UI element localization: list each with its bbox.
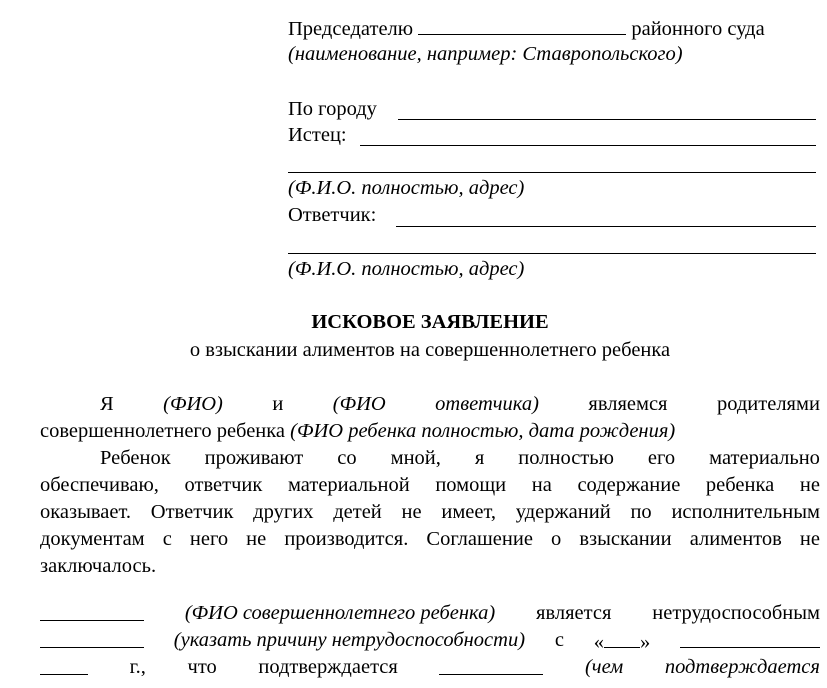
p1-line2-italic: (ФИО ребенка полностью, дата рождения) bbox=[290, 420, 676, 442]
plaintiff-label: Истец: bbox=[288, 124, 347, 146]
word: ответчика) bbox=[435, 393, 539, 415]
word: я bbox=[474, 447, 485, 469]
defendant-line bbox=[288, 202, 376, 229]
word: Соглашение bbox=[426, 528, 533, 550]
word: и bbox=[272, 393, 284, 415]
word: обеспечиваю, bbox=[40, 474, 159, 496]
word: материальной bbox=[287, 474, 410, 496]
word: других bbox=[253, 501, 314, 523]
word: взыскании bbox=[579, 528, 672, 550]
chairman-prefix: Председателю bbox=[288, 18, 414, 40]
word: детей bbox=[333, 501, 382, 523]
plaintiff-blank-1 bbox=[360, 145, 816, 146]
word: (ФИО bbox=[332, 393, 386, 415]
word: не bbox=[799, 528, 820, 550]
plaintiff-hint: (Ф.И.О. полностью, адрес) bbox=[288, 177, 525, 199]
chairman-line bbox=[288, 14, 765, 43]
quote-close: » bbox=[639, 631, 651, 653]
word: г., bbox=[129, 656, 146, 678]
word: нетрудоспособным bbox=[652, 602, 820, 624]
city-blank bbox=[398, 119, 816, 120]
p1-line2 bbox=[40, 418, 675, 445]
plaintiff-blank-2 bbox=[288, 172, 816, 173]
word: с bbox=[554, 629, 564, 651]
word: Ребенок bbox=[100, 447, 171, 469]
word: со bbox=[337, 447, 357, 469]
p3-line1 bbox=[40, 600, 820, 627]
word: не bbox=[246, 528, 267, 550]
word: не bbox=[401, 501, 422, 523]
word: на bbox=[531, 474, 552, 496]
word: (чем bbox=[584, 656, 624, 678]
word: что bbox=[187, 656, 217, 678]
plaintiff-line bbox=[288, 122, 347, 149]
p2-line3 bbox=[40, 499, 820, 526]
word: алиментов bbox=[689, 528, 782, 550]
word: удержаний bbox=[515, 501, 611, 523]
p1-line2-plain: совершеннолетнего ребенка bbox=[40, 420, 291, 442]
word: ответчик bbox=[184, 474, 263, 496]
word: исполнительным bbox=[671, 501, 820, 523]
p3-reason-hint: (указать причину нетрудоспособности) bbox=[173, 629, 526, 651]
city-label: По городу bbox=[288, 98, 377, 120]
year-blank bbox=[40, 654, 88, 675]
word: (ФИО) bbox=[163, 393, 223, 415]
city-line bbox=[288, 96, 377, 123]
word: подтверждается bbox=[258, 656, 398, 678]
word: Ответчик bbox=[150, 501, 234, 523]
word: оказывает. bbox=[40, 501, 132, 523]
word: него bbox=[189, 528, 229, 550]
day-blank bbox=[604, 627, 640, 648]
word: подтверждается bbox=[664, 656, 820, 678]
word: содержание bbox=[577, 474, 681, 496]
word: являемся bbox=[588, 393, 668, 415]
p2-line4 bbox=[40, 526, 820, 553]
defendant-hint: (Ф.И.О. полностью, адрес) bbox=[288, 258, 525, 280]
word: о bbox=[551, 528, 562, 550]
document-title: ИСКОВОЕ ЗАЯВЛЕНИЕ bbox=[311, 311, 549, 333]
word: документам bbox=[40, 528, 145, 550]
month-blank bbox=[680, 627, 820, 648]
word: проживают bbox=[204, 447, 304, 469]
word: его bbox=[647, 447, 676, 469]
blank-underline bbox=[439, 654, 543, 675]
p3-line2 bbox=[40, 627, 820, 656]
word: родителями bbox=[716, 393, 820, 415]
word: по bbox=[630, 501, 652, 523]
word: материально bbox=[709, 447, 820, 469]
defendant-blank-2 bbox=[288, 253, 816, 254]
p2-line1 bbox=[100, 445, 820, 472]
court-hint: (наименование, например: Ставропольского) bbox=[288, 43, 683, 65]
defendant-blank-1 bbox=[396, 226, 816, 227]
p3-line3 bbox=[40, 654, 820, 681]
word: помощи bbox=[435, 474, 507, 496]
p1-line1 bbox=[100, 391, 820, 418]
blank-underline bbox=[40, 627, 144, 648]
word: с bbox=[162, 528, 172, 550]
defendant-label: Ответчик: bbox=[288, 204, 377, 226]
blank-underline bbox=[40, 600, 144, 621]
p2-line5: заключалось. bbox=[40, 555, 157, 577]
word: имеет, bbox=[441, 501, 497, 523]
chairman-suffix: районного суда bbox=[631, 18, 765, 40]
document-subtitle: о взыскании алиментов на совершеннолетнего ребенка bbox=[189, 339, 671, 361]
day-field bbox=[594, 627, 651, 656]
quote-open: « bbox=[593, 631, 604, 653]
word: производится. bbox=[284, 528, 409, 550]
word: ребенка bbox=[705, 474, 775, 496]
word: является bbox=[536, 602, 612, 624]
word: не bbox=[799, 474, 820, 496]
p2-line2 bbox=[40, 472, 820, 499]
word: Я bbox=[100, 393, 114, 415]
p3-child-hint: (ФИО совершеннолетнего ребенка) bbox=[184, 602, 496, 624]
word: мной, bbox=[390, 447, 441, 469]
word: полностью bbox=[518, 447, 614, 469]
court-name-blank bbox=[418, 14, 626, 35]
